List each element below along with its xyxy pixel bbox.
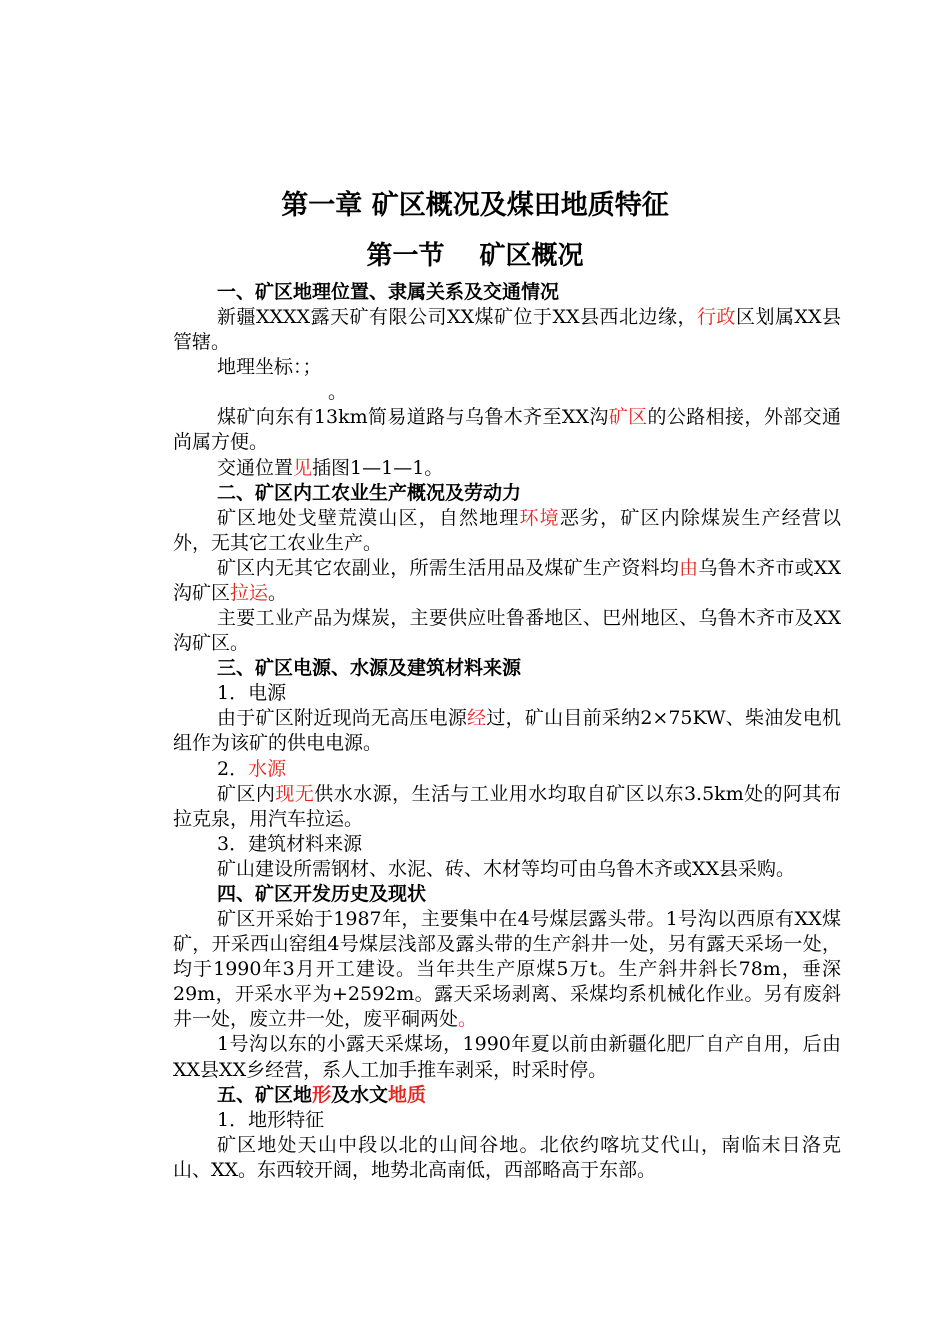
paragraph-small-pit: 1号沟以东的小露天采煤场，1990年夏以前由新疆化肥厂自产自用，后由XX县XX乡经营，系人工加手推车剥采，时采时停。 xyxy=(173,1033,841,1081)
coordinates-label: 地理坐标：； xyxy=(217,356,322,379)
paragraph-history: 矿区开采始于1987年，主要集中在4号煤层露头带。1号沟以西原有XX煤矿，开采西山窑组4号煤层浅部及露头带的生产斜井一处，另有露天采场一处，均于1990年3月开工建设。当年共生产原煤5万t。生产斜井斜长78m，垂深29m，开采水平为+2592m。露天采场剥离、采煤均系机械化作业。另有废斜井一处，废立井一处，废平硐两处。 xyxy=(173,907,841,1031)
item-power-label: 1．电源 xyxy=(217,682,287,705)
paragraph-terrain: 矿区地处天山中段以北的山间谷地。北依约喀坑艾代山，南临末日洛克山、XX。东西较开阔，地势北高南低，西部略高于东部。 xyxy=(173,1133,841,1181)
paragraph-supplies: 矿区内无其它农副业，所需生活用品及煤矿生产资料均由乌鲁木齐市或XX沟矿区拉运。 xyxy=(173,556,841,604)
paragraph-traffic-figure: 交通位置见插图1—1—1。 xyxy=(217,456,444,479)
paragraph-products: 主要工业产品为煤炭，主要供应吐鲁番地区、巴州地区、乌鲁木齐市及XX沟矿区。 xyxy=(173,607,841,655)
coordinates-blank: 。 xyxy=(328,381,348,404)
chapter-title: 第一章 矿区概况及煤田地质特征 xyxy=(281,190,669,221)
highlight-text: 现无 xyxy=(275,782,315,805)
highlight-text: 。 xyxy=(458,1008,478,1031)
heading-power-water-materials: 三、矿区电源、水源及建筑材料来源 xyxy=(217,657,522,680)
item-water-label: 2．水源 xyxy=(217,757,287,780)
paragraph-water: 矿区内现无供水水源，生活与工业用水均取自矿区以东3.5km处的阿其布拉克泉，用汽车拉运。 xyxy=(173,782,841,830)
highlight-text: 水源 xyxy=(248,757,287,780)
heading-location-transport: 一、矿区地理位置、隶属关系及交通情况 xyxy=(217,281,560,303)
highlight-text: 环境 xyxy=(519,506,560,529)
paragraph-location: 新疆XXXX露天矿有限公司XX煤矿位于XX县西北边缘，行政区划属XX县管辖。 xyxy=(173,306,841,354)
item-materials-label: 3．建筑材料来源 xyxy=(217,832,363,855)
document-body xyxy=(173,280,841,1183)
highlight-text: 地质 xyxy=(388,1083,427,1106)
highlight-text: 经 xyxy=(467,707,487,730)
heading-terrain-hydrogeology: 五、矿区地形及水文地质 xyxy=(217,1083,427,1106)
highlight-text: 由 xyxy=(679,556,699,579)
section-title: 第一节 矿区概况 xyxy=(366,241,584,271)
heading-production-labor: 二、矿区内工农业生产概况及劳动力 xyxy=(217,481,522,504)
paragraph-road: 煤矿向东有13km简易道路与乌鲁木齐至XX沟矿区的公路相接，外部交通尚属方便。 xyxy=(173,406,841,454)
paragraph-environment: 矿区地处戈壁荒漠山区，自然地理环境恶劣，矿区内除煤炭生产经营以外，无其它工农业生产。 xyxy=(173,506,841,554)
highlight-text: 形 xyxy=(312,1083,332,1106)
paragraph-power: 由于矿区附近现尚无高压电源经过，矿山目前采纳2×75KW、柴油发电机组作为该矿的供电电源。 xyxy=(173,707,841,755)
heading-history-status: 四、矿区开发历史及现状 xyxy=(217,882,427,905)
highlight-text: 矿区 xyxy=(608,406,648,429)
highlight-text: 见 xyxy=(293,456,313,479)
highlight-text: 行政 xyxy=(696,306,736,328)
item-terrain-label: 1．地形特征 xyxy=(217,1108,325,1131)
paragraph-materials: 矿山建设所需钢材、水泥、砖、木材等均可由乌鲁木齐或XX县采购。 xyxy=(217,857,796,880)
highlight-text: 拉运 xyxy=(230,581,269,604)
